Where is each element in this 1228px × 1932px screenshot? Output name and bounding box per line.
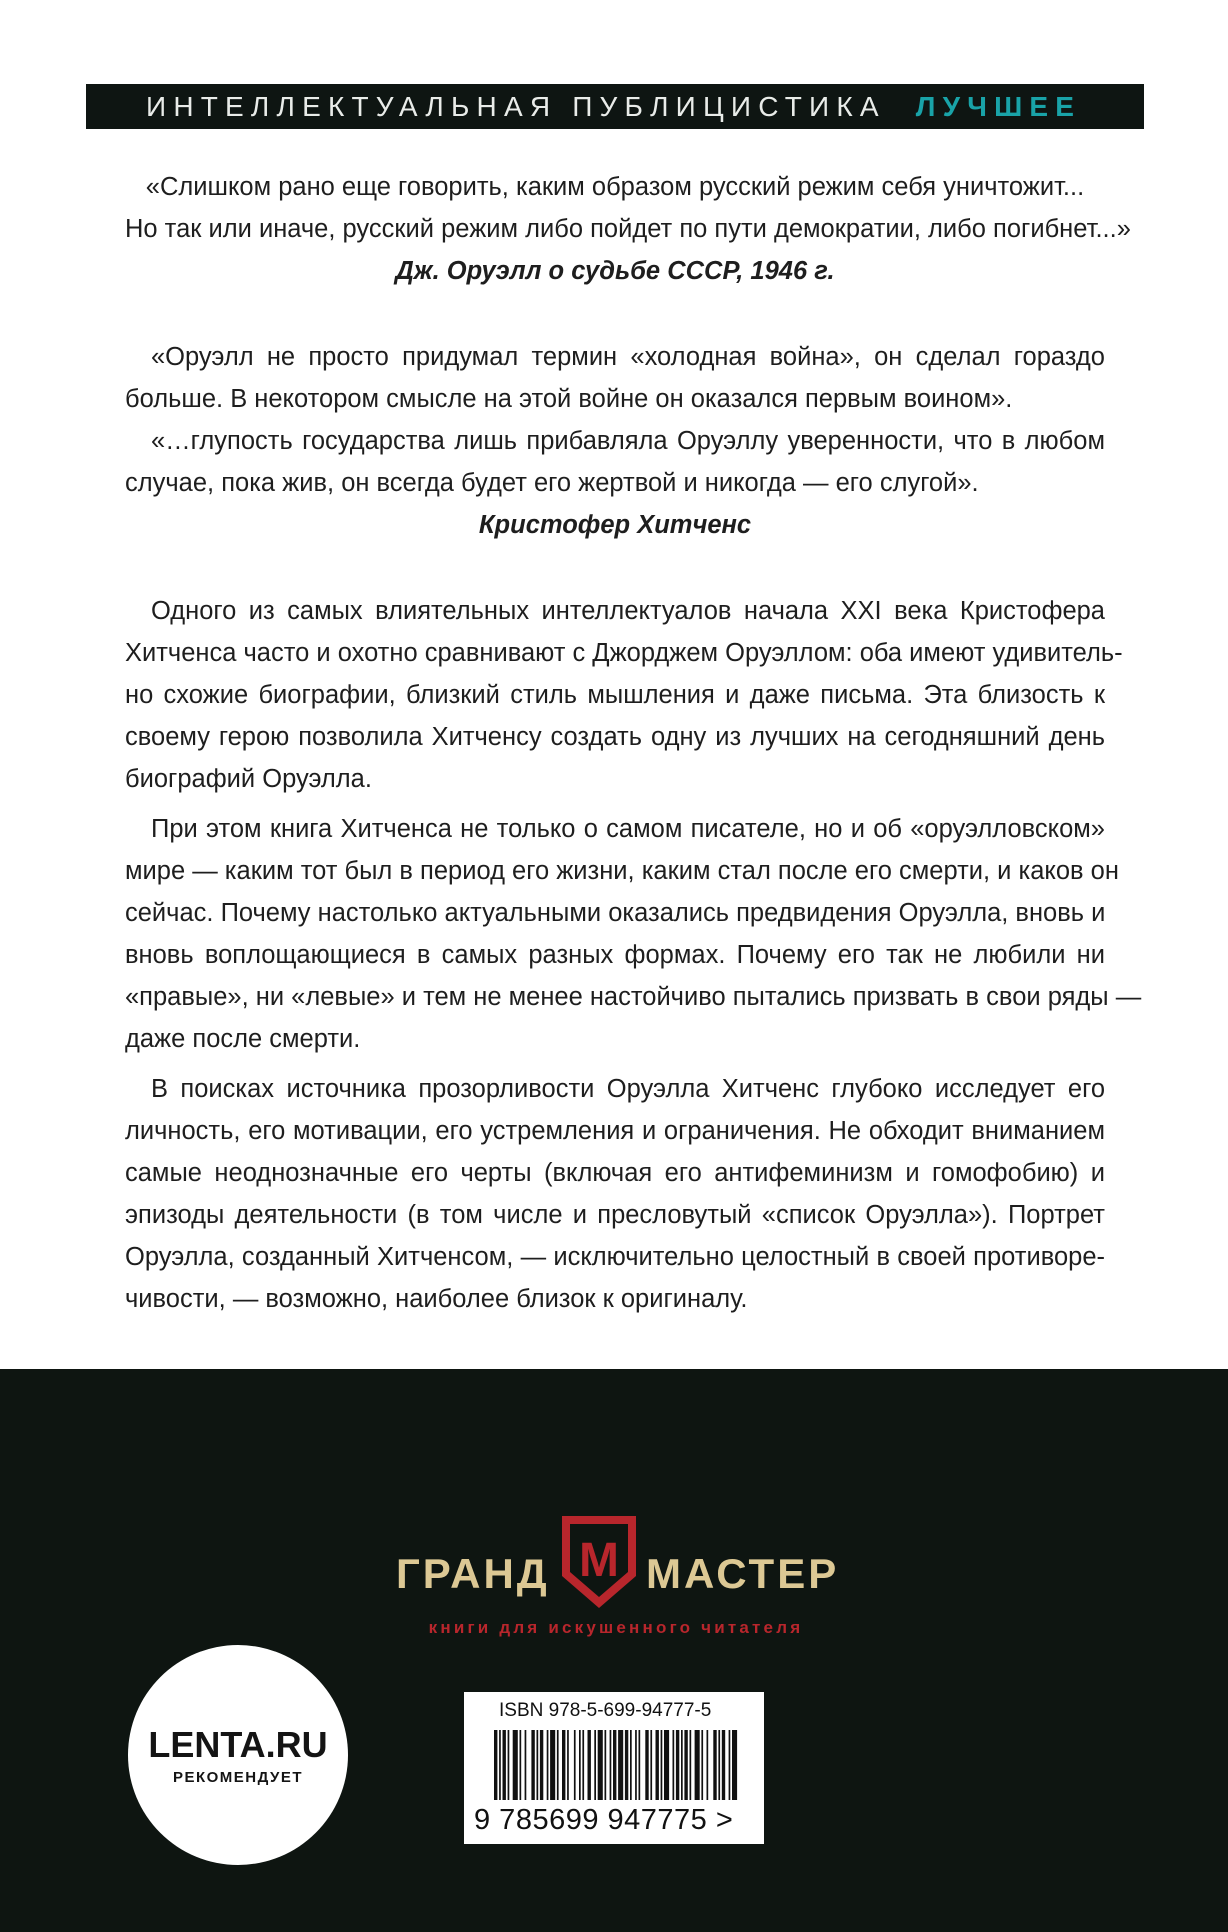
barcode-bar bbox=[605, 1730, 607, 1800]
lenta-recommends-badge bbox=[128, 1645, 348, 1865]
paragraph-line: личность, его мотивации, его устремления и ограничения. Не обходит вниманием bbox=[125, 1117, 1105, 1145]
barcode-bar bbox=[695, 1730, 700, 1800]
barcode-bar bbox=[537, 1730, 539, 1800]
barcode-bar bbox=[513, 1730, 518, 1800]
paragraph-line: Хитченса часто и охотно сравнивают с Джорджем Оруэллом: оба имеют удивитель- bbox=[125, 639, 1123, 667]
lenta-logo-text: LENTA.RU bbox=[148, 1723, 328, 1765]
barcode-bar bbox=[525, 1730, 527, 1800]
barcode-bar bbox=[594, 1730, 596, 1800]
quote-line: «…глупость государства лишь прибавляла Оруэллу уверенности, что в любом bbox=[151, 427, 1105, 455]
emblem-letter: M bbox=[579, 1534, 619, 1587]
paragraph-line: Оруэлла, созданный Хитченсом, — исключительно целостный в своей противоре- bbox=[125, 1243, 1105, 1271]
barcode-bar bbox=[707, 1730, 709, 1800]
barcode-bar bbox=[582, 1730, 584, 1800]
publisher-word-grand: ГРАНД bbox=[396, 1550, 550, 1597]
barcode-bar bbox=[574, 1730, 576, 1800]
barcode-bar bbox=[661, 1730, 663, 1800]
quote-line: Но так или иначе, русский режим либо пойдет по пути демократии, либо погибнет...» bbox=[125, 215, 1131, 243]
barcode-bar bbox=[656, 1730, 659, 1800]
paragraph-line: эпизоды деятельности (в том числе и пресловутый «список Оруэлла»). Портрет bbox=[125, 1201, 1105, 1229]
barcode-bar bbox=[618, 1730, 623, 1800]
publisher-word-master: МАСТЕР bbox=[646, 1550, 840, 1597]
barcode-bar bbox=[547, 1730, 549, 1800]
barcode-bar bbox=[531, 1730, 534, 1800]
paragraph-line: сейчас. Почему настолько актуальными оказались предвидения Оруэлла, вновь и bbox=[125, 899, 1106, 927]
barcode-bar bbox=[673, 1730, 675, 1800]
barcode-bar bbox=[650, 1730, 652, 1800]
quote-line: «Слишком рано еще говорить, каким образом русский режим себя уничтожит... bbox=[145, 173, 1085, 201]
paragraph-line: чивости, — возможно, наиболее близок к оригиналу. bbox=[125, 1285, 748, 1313]
barcode-bar bbox=[598, 1730, 603, 1800]
paragraph-line: своему герою позволила Хитченсу создать одну из лучших на сегодняшний день bbox=[125, 723, 1105, 751]
paragraph-line: биографий Оруэлла. bbox=[125, 765, 372, 793]
quote-line: «Оруэлл не просто придумал термин «холодная война», он сделал гораздо bbox=[151, 343, 1105, 371]
barcode-bar bbox=[729, 1730, 731, 1800]
barcode-bar bbox=[588, 1730, 591, 1800]
barcode-bar bbox=[635, 1730, 637, 1800]
barcode-bar bbox=[494, 1730, 497, 1800]
barcode-bar bbox=[550, 1730, 555, 1800]
barcode-bar bbox=[630, 1730, 632, 1800]
barcode-bar bbox=[681, 1730, 683, 1800]
barcode-bar bbox=[701, 1730, 703, 1800]
barcode-bar bbox=[713, 1730, 716, 1800]
back-cover-text bbox=[125, 166, 1142, 1320]
barcode-bar bbox=[520, 1730, 522, 1800]
quote-author: Кристофер Хитченс bbox=[478, 511, 752, 539]
barcode-bar bbox=[499, 1730, 501, 1800]
barcode-bar bbox=[722, 1730, 725, 1800]
barcode-bar bbox=[625, 1730, 628, 1800]
paragraph-line: Одного из самых влиятельных интеллектуалов начала XXI века Кристофера bbox=[151, 597, 1105, 625]
barcode-bar bbox=[718, 1730, 720, 1800]
paragraph-line: В поисках источника прозорливости Оруэлла Хитченс глубоко исследует его bbox=[151, 1075, 1105, 1103]
barcode-bar bbox=[684, 1730, 687, 1800]
barcode-bar bbox=[732, 1730, 737, 1800]
barcode-bar bbox=[508, 1730, 510, 1800]
description-paragraph bbox=[125, 590, 1123, 800]
publisher-logo bbox=[392, 1512, 838, 1642]
paragraph-line: но схожие биографии, близкий стиль мышления и даже письма. Эта близость к bbox=[125, 681, 1105, 709]
isbn-text: ISBN 978-5-699-94777-5 bbox=[499, 1700, 712, 1721]
barcode-bar bbox=[503, 1730, 506, 1800]
description-paragraph bbox=[125, 1068, 1105, 1320]
barcode-bar bbox=[664, 1730, 669, 1800]
paragraph-line: При этом книга Хитченса не только о самом писателе, но и об «оруэлловском» bbox=[151, 815, 1105, 843]
paragraph-line: мире — каким тот был в период его жизни, каким стал после его смерти, и каков он bbox=[125, 857, 1119, 885]
orwell-quote bbox=[125, 166, 1131, 292]
barcode-bar bbox=[610, 1730, 612, 1800]
description-paragraph bbox=[125, 808, 1142, 1060]
publisher-emblem-icon bbox=[558, 1514, 640, 1610]
lenta-recommends-text: РЕКОМЕНДУЕТ bbox=[172, 1768, 304, 1786]
paragraph-line: вновь воплощающиеся в самых разных формах. Почему его так не любили ни bbox=[125, 941, 1105, 969]
quote-author: Дж. Оруэлл о судьбе СССР, 1946 г. bbox=[395, 257, 835, 285]
series-highlight: ЛУЧШЕЕ bbox=[915, 90, 1082, 122]
quote-line: случае, пока жив, он всегда будет его жертвой и никогда — его слугой». bbox=[125, 469, 979, 497]
barcode-bar bbox=[639, 1730, 641, 1800]
barcode-bar bbox=[557, 1730, 559, 1800]
paragraph-line: самые неоднозначные его черты (включая его антифеминизм и гомофобию) и bbox=[125, 1159, 1105, 1187]
barcode-bar bbox=[579, 1730, 581, 1800]
barcode-digits: 9 785699 947775 > bbox=[474, 1804, 734, 1836]
series-banner bbox=[86, 84, 1144, 129]
barcode-bar bbox=[540, 1730, 543, 1800]
barcode-bar bbox=[567, 1730, 569, 1800]
barcode-bar bbox=[613, 1730, 616, 1800]
hitchens-quote bbox=[125, 336, 1105, 546]
barcode-bar bbox=[676, 1730, 679, 1800]
publisher-tagline: книги для искушенного читателя bbox=[428, 1618, 804, 1637]
barcode-bar bbox=[645, 1730, 648, 1800]
isbn-barcode bbox=[464, 1692, 764, 1844]
barcode-bar bbox=[562, 1730, 565, 1800]
paragraph-line: даже после смерти. bbox=[125, 1025, 361, 1053]
paragraph-line: «правые», ни «левые» и тем не менее настойчиво пытались призвать в свои ряды — bbox=[125, 983, 1142, 1011]
series-label: ИНТЕЛЛЕКТУАЛЬНАЯ ПУБЛИЦИСТИКА bbox=[146, 90, 886, 122]
barcode-bar bbox=[690, 1730, 692, 1800]
quote-line: больше. В некотором смысле на этой войне он оказался первым воином». bbox=[125, 385, 1013, 413]
